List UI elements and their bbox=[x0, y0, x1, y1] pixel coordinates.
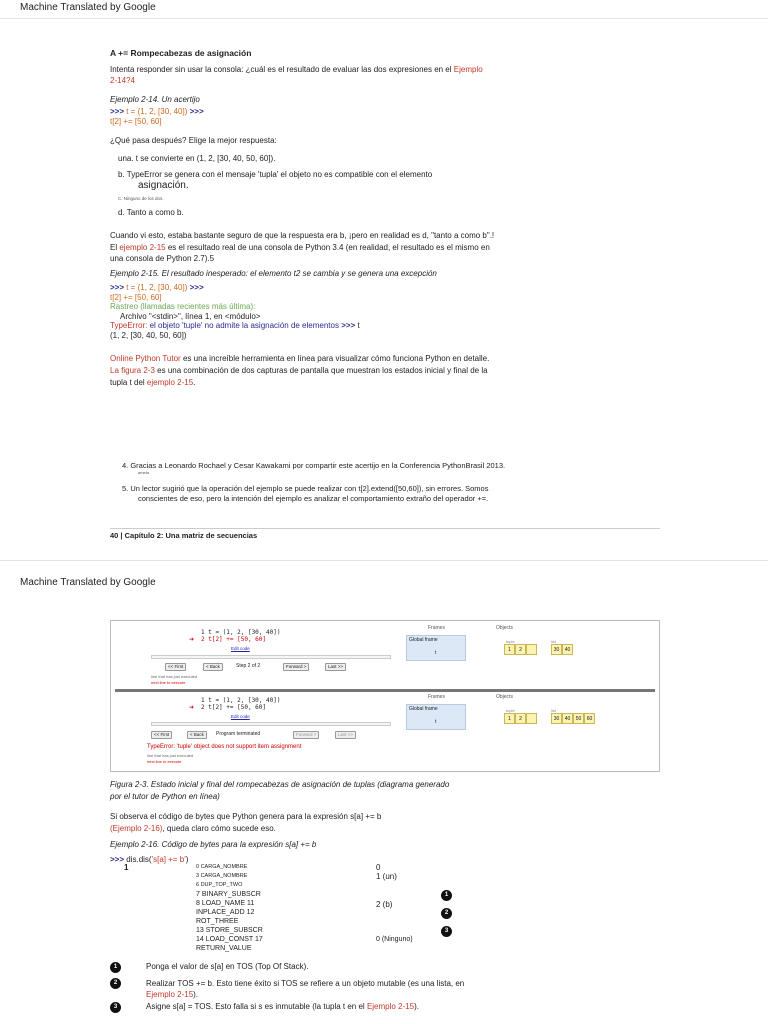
footnote-5: 5. Un lector sugirió que la operación del ejemplo se puede realizar con t[2].extend([50,60]), sin errores. Somos bbox=[122, 484, 489, 493]
top-forward-button[interactable]: Forward > bbox=[283, 663, 309, 671]
example-2-16-link[interactable]: (Ejemplo 2-16) bbox=[110, 824, 163, 833]
top-global-frame bbox=[406, 635, 466, 661]
list-cell: 60 bbox=[584, 713, 595, 724]
page-break bbox=[0, 560, 768, 561]
tuple-cell: 2 bbox=[515, 713, 526, 724]
tuple-cell: 1 bbox=[504, 713, 515, 724]
bottom-first-button[interactable]: << First bbox=[151, 731, 172, 739]
list-cell: 40 bbox=[562, 713, 573, 724]
paragraph-bytecode bbox=[110, 811, 381, 835]
para2-line2: es una combinación de dos capturas de pantalla que muestran los estados inicial y final de la bbox=[154, 366, 488, 375]
opcode: ROT_THREE bbox=[196, 918, 239, 925]
opcode: RETURN_VALUE bbox=[196, 945, 252, 952]
para2-line1: es una increíble herramienta en línea para visualizar cómo funciona Python en detalle. bbox=[180, 354, 490, 363]
list-cell: 40 bbox=[562, 644, 573, 655]
opcode: INPLACE_ADD 12 bbox=[196, 909, 255, 916]
callout-marker-2: 2 bbox=[441, 908, 452, 919]
question: ¿Qué pasa después? Elige la mejor respuesta: bbox=[110, 136, 277, 145]
top-edit-code-link[interactable]: Edit code bbox=[231, 646, 250, 651]
callout-icon-2: 2 bbox=[110, 978, 121, 989]
top-code-line-2: 2 t[2] += [50, 60] bbox=[201, 636, 267, 643]
opcode: 14 LOAD_CONST 17 bbox=[196, 936, 263, 943]
option-d: d. Tanto a como b. bbox=[118, 208, 184, 217]
option-c: C. Ninguno de los dos. bbox=[118, 196, 164, 201]
oparg: 1 (un) bbox=[376, 872, 397, 881]
bottom-edit-code-link[interactable]: Edit code bbox=[231, 714, 250, 719]
opcode: 0 CARGA_NOMBRE bbox=[196, 864, 248, 870]
top-legend-2: next line to execute bbox=[151, 680, 186, 685]
section-title: A += Rompecabezas de asignación bbox=[110, 48, 252, 58]
intro-text: Intenta responder sin usar la consola: ¿cuál es el resultado de evaluar las dos expresiones en el bbox=[110, 65, 454, 74]
top-legend-1: line that has just executed bbox=[151, 674, 198, 679]
figure-separator bbox=[115, 689, 655, 692]
tuple-cell: 1 bbox=[504, 644, 515, 655]
para3-line2: , queda claro cómo sucede eso. bbox=[162, 824, 276, 833]
bytecode-table bbox=[196, 864, 466, 954]
oparg: 0 bbox=[376, 863, 381, 872]
global-frame-label: Global frame bbox=[409, 706, 438, 712]
option-b: b. TypeError se genera con el mensaje 'tupla' el objeto no es compatible con el elemento bbox=[118, 170, 433, 179]
top-slider[interactable] bbox=[151, 655, 391, 659]
bytecode-row bbox=[196, 927, 466, 936]
page-footer: 40 | Capítulo 2: Una matriz de secuencias bbox=[110, 531, 258, 540]
bytecode-row bbox=[196, 864, 466, 873]
global-frame-label: Global frame bbox=[409, 637, 438, 643]
callout-3-tail: ). bbox=[414, 1002, 419, 1011]
para2-post: . bbox=[193, 378, 196, 387]
bottom-list-label: list bbox=[551, 708, 556, 713]
opcode: 3 CARGA_NOMBRE bbox=[196, 873, 248, 879]
figure-2-3-link[interactable]: La figura 2-3 bbox=[110, 366, 155, 375]
top-step-label: Step 2 of 2 bbox=[236, 663, 261, 669]
callout-3 bbox=[110, 1001, 419, 1013]
bottom-global-frame bbox=[406, 704, 466, 730]
machine-translated-header-2: Machine Translated by Google bbox=[20, 577, 156, 588]
callout-2-text: Realizar TOS += b. Esto tiene éxito si TOS se refiere a un objeto mutable (es una lista, en bbox=[146, 979, 465, 988]
bottom-frames-label: Frames bbox=[428, 694, 445, 700]
opcode: 13 STORE_SUBSCR bbox=[196, 927, 263, 934]
prompt: >>> bbox=[189, 107, 204, 116]
prompt: >>> bbox=[110, 283, 125, 292]
footnote-5-cont: conscientes de eso, pero la intención del ejemplo es analizar el comportamiento extraño del operador +=. bbox=[138, 494, 489, 503]
bottom-legend-1: line that has just executed bbox=[147, 753, 194, 758]
intro-link-2[interactable]: 2-14?4 bbox=[110, 76, 135, 85]
bottom-slider[interactable] bbox=[151, 722, 391, 726]
callout-1 bbox=[110, 961, 309, 973]
list-cell: 30 bbox=[551, 644, 562, 655]
bytecode-row bbox=[196, 882, 466, 891]
dis-arg: 's[a] += b' bbox=[151, 855, 186, 864]
footnote-4: 4. Gracias a Leonardo Rochael y Cesar Kawakami por compartir este acertijo en la Conferencia PythonBrasil 2013. bbox=[122, 461, 506, 470]
callout-3-text: Asigne s[a] = TOS. Esto falla si s es inmutable (la tupla t en el bbox=[146, 1002, 367, 1011]
dis-call-line bbox=[110, 855, 188, 864]
code-t: t bbox=[355, 321, 360, 330]
bytecode-row bbox=[196, 900, 466, 909]
example-2-15-link[interactable]: ejemplo 2-15 bbox=[119, 242, 166, 252]
callout-icon-1: 1 bbox=[110, 962, 121, 973]
prompt: >>> bbox=[110, 855, 125, 864]
bottom-legend-2: next line to execute bbox=[147, 759, 182, 764]
prompt: >>> bbox=[341, 321, 356, 330]
callout-2 bbox=[110, 977, 465, 999]
tuple-cell-ref bbox=[526, 713, 537, 724]
python-tutor-figure bbox=[110, 620, 660, 772]
oparg: 2 (b) bbox=[376, 900, 393, 909]
bottom-code-line-1: 1 t = (1, 2, [30, 40]) bbox=[201, 697, 281, 704]
intro-paragraph bbox=[110, 64, 655, 86]
code-line-2: t[2] += [50, 60] bbox=[110, 292, 162, 302]
example-2-15-caption: Ejemplo 2-15. El resultado inesperado: el elemento t2 se cambia y se genera una excepción bbox=[110, 269, 437, 278]
arrow-icon: ➜ bbox=[189, 705, 195, 711]
bytecode-row bbox=[196, 873, 466, 882]
callout-2-tail: ). bbox=[193, 990, 199, 999]
oparg: 0 (Ninguno) bbox=[376, 936, 413, 943]
para1-line2: es el resultado real de una consola de Python 3.4 (en realidad, el resultado es el mismo en bbox=[165, 242, 490, 252]
para2-pre: tupla t del bbox=[110, 378, 147, 387]
bytecode-row bbox=[196, 891, 466, 900]
tuple-cell: 2 bbox=[515, 644, 526, 655]
var-t: t bbox=[435, 719, 437, 725]
top-frames-label: Frames bbox=[428, 625, 445, 631]
traceback-line: Rastreo (llamadas recientes más última): bbox=[110, 302, 256, 311]
option-a: una. t se convierte en (1, 2, [30, 40, 50, 60]). bbox=[118, 154, 276, 163]
para3-line1: Si observa el código de bytes que Python genera para la expresión s[a] += b bbox=[110, 812, 382, 821]
opcode: 6 DUP_TOP_TWO bbox=[196, 882, 243, 888]
bottom-code-line-2: 2 t[2] += [50, 60] bbox=[201, 704, 267, 711]
top-tuple-label: tuple bbox=[506, 639, 515, 644]
caption-line-1: Figura 2-3. Estado inicial y final del rompecabezas de asignación de tuplas (diagrama generado bbox=[110, 780, 450, 789]
bytecode-row bbox=[196, 909, 466, 918]
para1-line1: Cuando vi esto, estaba bastante seguro de que la respuesta era b, ¡pero en realidad es d, "tanto a como b".! bbox=[110, 231, 495, 240]
error-type: TypeError: bbox=[110, 321, 148, 330]
var-t: t bbox=[435, 650, 437, 656]
prompt: >>> bbox=[189, 283, 204, 292]
example-2-15-link[interactable]: Ejemplo 2-15 bbox=[146, 990, 194, 999]
footer-divider bbox=[110, 528, 660, 529]
example-2-15-link[interactable]: ejemplo 2-15 bbox=[146, 378, 194, 387]
top-divider bbox=[0, 18, 768, 19]
prompt: >>> bbox=[110, 107, 125, 116]
bottom-objects-label: Objects bbox=[496, 694, 513, 700]
list-cell: 50 bbox=[573, 713, 584, 724]
para1-line3: una consola de Python 2.7).5 bbox=[110, 254, 215, 263]
option-b-cont: asignación. bbox=[138, 180, 189, 191]
callout-icon-3: 3 bbox=[110, 1002, 121, 1013]
code-line-1: t = (1, 2, [30, 40]) bbox=[124, 283, 190, 292]
machine-translated-header: Machine Translated by Google bbox=[20, 2, 156, 13]
intro-link[interactable]: Ejemplo bbox=[453, 65, 483, 74]
caption-line-2: por el tutor de Python en línea) bbox=[110, 792, 220, 801]
bytecode-row bbox=[196, 945, 466, 954]
code-line-1: t = (1, 2, [30, 40]) bbox=[124, 107, 190, 116]
code-line-2: t[2] += [50, 60] bbox=[110, 117, 162, 126]
example-2-14-caption: Ejemplo 2-14. Un acertijo bbox=[110, 95, 200, 104]
top-first-button[interactable]: << First bbox=[165, 663, 186, 671]
error-message: el objeto 'tuple' no admite la asignación de elementos bbox=[147, 321, 342, 330]
list-cell: 30 bbox=[551, 713, 562, 724]
example-2-16-caption: Ejemplo 2-16. Código de bytes para la expresión s[a] += b bbox=[110, 840, 317, 849]
bottom-forward-button[interactable]: Forward > bbox=[293, 731, 319, 739]
example-2-14-code bbox=[110, 107, 204, 127]
top-code-line-1: 1 t = (1, 2, [30, 40]) bbox=[201, 629, 281, 636]
footnote-4-tail: amela bbox=[138, 470, 149, 475]
paragraph-answer bbox=[110, 230, 660, 265]
file-line: Archivo "<stdin>", línea 1, en <módulo> bbox=[120, 311, 261, 321]
opcode: 7 BINARY_SUBSCR bbox=[196, 891, 261, 898]
dis-close: ) bbox=[185, 855, 189, 864]
bottom-tuple-label: tuple bbox=[506, 708, 515, 713]
top-list-label: list bbox=[551, 639, 556, 644]
para1-pre: El bbox=[110, 242, 120, 252]
opcode: 8 LOAD_NAME 11 bbox=[196, 900, 255, 907]
bytecode-row bbox=[196, 936, 466, 945]
bottom-status: Program terminated bbox=[216, 731, 261, 737]
example-2-15-code bbox=[110, 283, 360, 340]
bytecode-lineno: 1 bbox=[124, 863, 129, 872]
python-tutor-link[interactable]: Online Python Tutor bbox=[110, 354, 181, 363]
callout-marker-3: 3 bbox=[441, 926, 452, 937]
top-last-button[interactable]: Last >> bbox=[325, 663, 346, 671]
tuple-cell-ref bbox=[526, 644, 537, 655]
result-line: (1, 2, [30, 40, 50, 60]) bbox=[110, 330, 187, 340]
bottom-last-button[interactable]: Last >> bbox=[335, 731, 356, 739]
figure-caption bbox=[110, 779, 449, 803]
dis-call: dis.dis( bbox=[124, 855, 152, 864]
top-objects-label: Objects bbox=[496, 625, 513, 631]
bottom-error: TypeError: 'tuple' object does not support item assignment bbox=[147, 744, 302, 750]
arrow-icon: ➜ bbox=[189, 637, 195, 643]
bottom-back-button[interactable]: < Back bbox=[187, 731, 207, 739]
top-back-button[interactable]: < Back bbox=[203, 663, 223, 671]
callout-1-text: Ponga el valor de s[a] en TOS (Top Of Stack). bbox=[146, 962, 309, 971]
bytecode-row bbox=[196, 918, 466, 927]
example-2-15-link[interactable]: Ejemplo 2-15 bbox=[366, 1002, 415, 1011]
callout-marker-1: 1 bbox=[441, 890, 452, 901]
paragraph-python-tutor bbox=[110, 353, 660, 389]
